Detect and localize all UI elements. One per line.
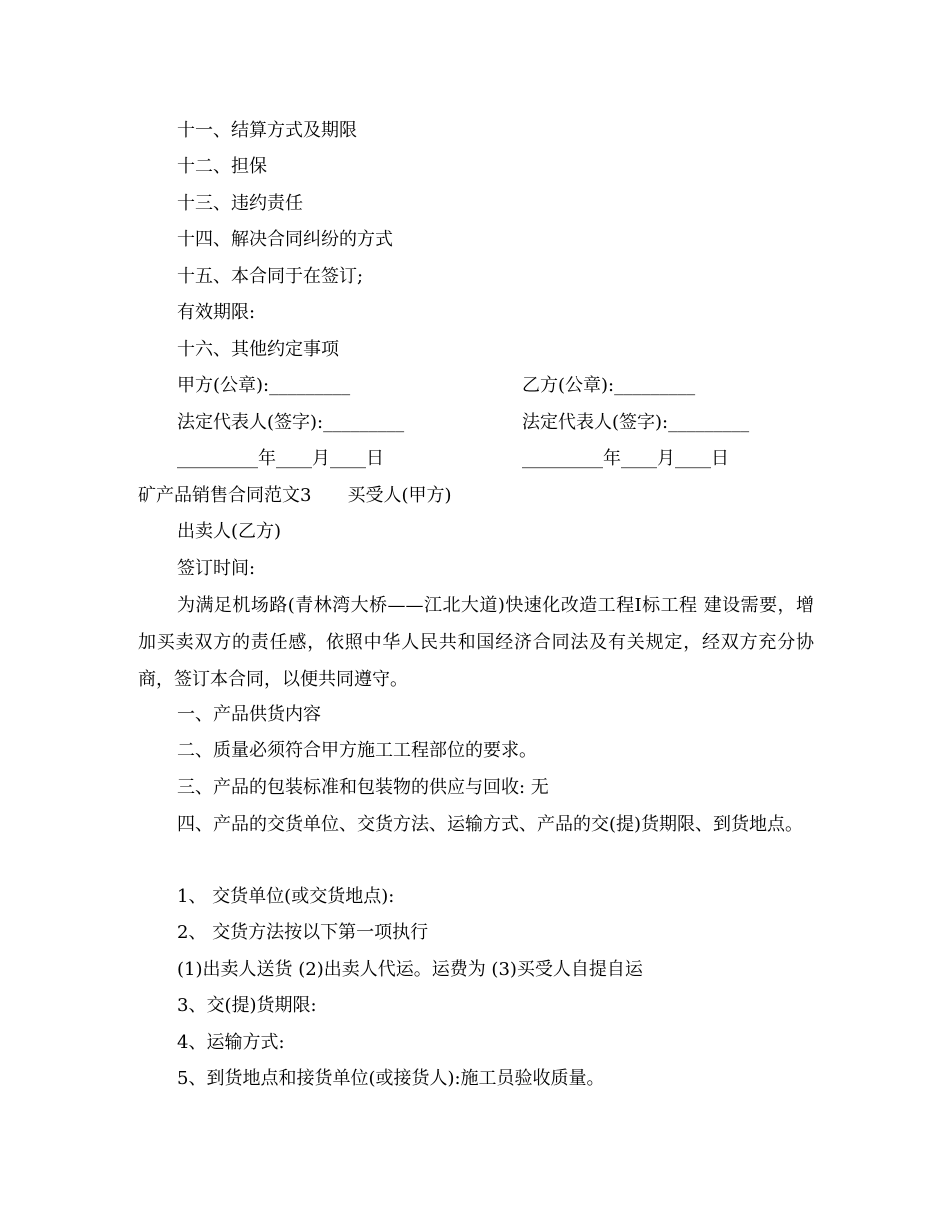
party-a-seal: 甲方(公章):_________ [177,375,351,396]
clause-delivery: 四、产品的交货单位、交货方法、运输方式、产品的交(提)货期限、到货地点。 [177,814,804,835]
seller-line: 出卖人(乙方) [177,521,282,542]
clause-quality: 二、质量必须符合甲方施工工程部位的要求。 [177,740,537,761]
clause-validity: 有效期限: [177,302,256,323]
clause-supply-content: 一、产品供货内容 [177,704,321,725]
sub-transport: 4、运输方式: [177,1032,285,1053]
sign-time: 签订时间: [177,558,256,579]
clause-settlement: 十一、结算方式及期限 [177,120,357,141]
clause-breach: 十三、违约责任 [177,193,303,214]
party-b-rep: 法定代表人(签字):_________ [522,412,750,433]
sub-delivery-options: (1)出卖人送货 (2)出卖人代运。运费为 (3)买受人自提自运 [177,959,643,980]
clause-packaging: 三、产品的包装标准和包装物的供应与回收: 无 [177,777,549,798]
party-b-seal: 乙方(公章):_________ [522,375,696,396]
clause-guarantee: 十二、担保 [177,156,267,177]
party-b-date: _________年____月____日 [522,448,729,469]
party-a-rep: 法定代表人(签字):_________ [177,412,405,433]
sub-delivery-method: 2、 交货方法按以下第一项执行 [177,922,429,943]
intro-paragraph: 为满足机场路(青林湾大桥——江北大道)快速化改造工程Ⅰ标工程 建设需要，增加买卖双方的责任感，依照中华人民共和国经济合同法及有关规定，经双方充分协商，签订本合同，以便共同遵守。 [138,595,814,690]
contract3-heading: 矿产品销售合同范文3 买受人(甲方) [138,485,452,506]
sub-delivery-period: 3、交(提)货期限: [177,995,317,1016]
sub-arrival-place: 5、到货地点和接货单位(或接货人):施工员验收质量。 [177,1068,605,1089]
party-a-date: _________年____月____日 [177,448,384,469]
clause-signing-place: 十五、本合同于在签订; [177,266,364,287]
clause-other: 十六、其他约定事项 [177,339,339,360]
clause-dispute: 十四、解决合同纠纷的方式 [177,229,393,250]
sub-delivery-unit: 1、 交货单位(或交货地点): [177,886,395,907]
